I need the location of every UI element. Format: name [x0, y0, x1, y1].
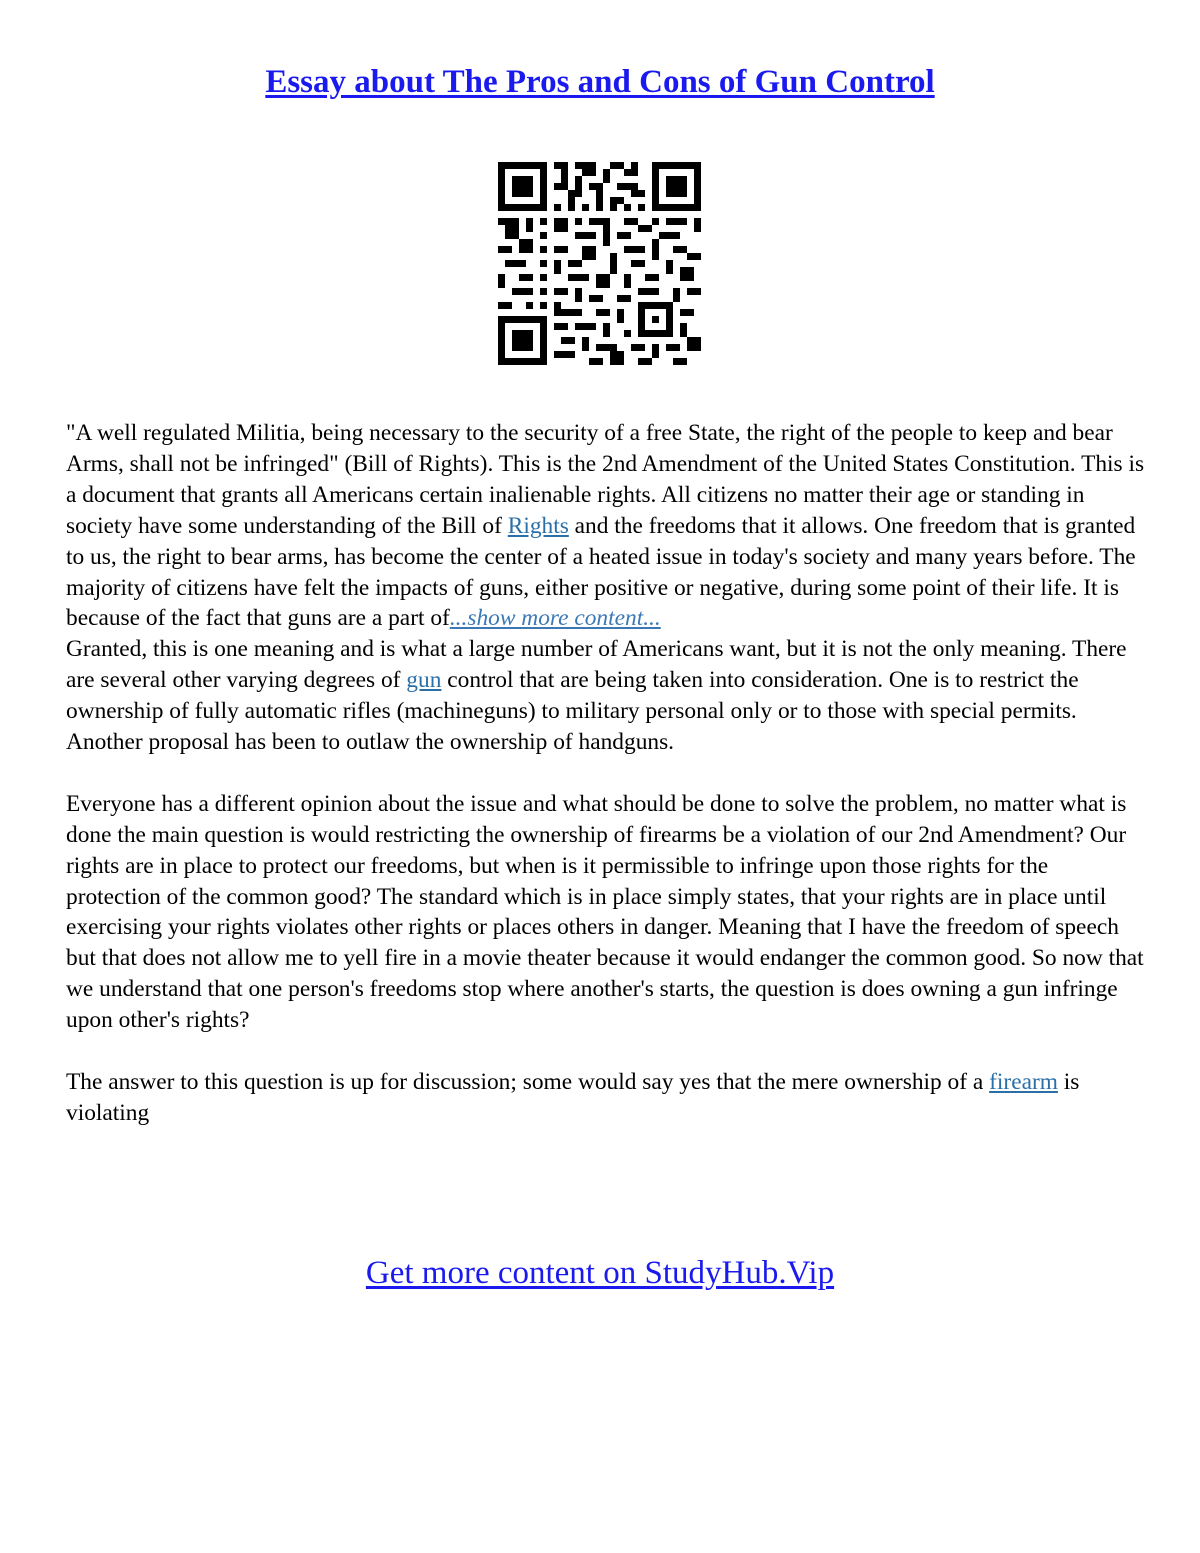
gun-link[interactable]: gun [406, 667, 442, 694]
paragraph-spacer [66, 1036, 1146, 1067]
essay-title-link[interactable]: Essay about The Pros and Cons of Gun Control [265, 64, 935, 100]
qr-code-icon [498, 162, 701, 365]
footer-container [0, 1255, 1200, 1292]
paragraph-2-text-b: control that are being taken into consideration. One is to restrict the ownership of fully automatic rifles (machineguns) to military personal only or to those with special permits. Another proposal has been to outlaw the ownership of handguns. [66, 667, 1079, 756]
firearm-link[interactable]: firearm [989, 1069, 1058, 1095]
essay-body [66, 418, 1146, 1129]
paragraph-3: Everyone has a different opinion about the issue and what should be done to solve the problem, no matter what is done the main question is would restricting the ownership of firearms be a violation of our 2nd Amendment? Our rights are in place to protect our freedoms, but when is it permissible to infringe upon those rights for the protection of the common good? The standard which is in place simply states, that your rights are in place until exercising your rights violates other rights or places others in danger. Meaning that I have the freedom of speech but that does not allow me to yell fire in a movie theater because it would endanger the common good. So now that we understand that one person's freedoms stop where another's starts, the question is does owning a gun infringe upon other's rights? [66, 790, 1144, 1034]
paragraph-1-text-a: "A well regulated Militia, being necessary to the security of a free State, the right of the people to keep and bear Arms, shall not be infringed" (Bill of Rights). This is the 2nd Amendment of the United States Constitution. This is a document that grants all Americans certain inalienable rights. All citizens no matter their age or standing in society have some understanding of the Bill of [66, 420, 1145, 539]
studyhub-link[interactable]: Get more content on StudyHub.Vip [365, 1255, 835, 1291]
paragraph-1 [66, 418, 1146, 634]
paragraph-2-text-a: Granted, this is one meaning and is what a large number of Americans want, but it is not the only meaning. There are several other varying degrees of [66, 636, 1127, 694]
paragraph-2 [66, 634, 1146, 758]
rights-link[interactable]: Rights [507, 512, 569, 539]
paragraph-4 [66, 1067, 1146, 1129]
paragraph-spacer [66, 758, 1146, 789]
title-container [0, 64, 1200, 101]
paragraph-4-text-a: The answer to this question is up for discussion; some would say yes that the mere ownership of a [66, 1069, 990, 1095]
paragraph-1-text-b: and the freedoms that it allows. One freedom that is granted to us, the right to bear arms, has become the center of a heated issue in today's society and many years before. The majority of citizens have felt the impacts of guns, either positive or negative, during some point of their life. It is because of the fact that guns are a part of [66, 512, 1136, 632]
show-more-content-link[interactable]: ...show more content... [449, 605, 661, 632]
paragraph-4-text-b: is violating [66, 1069, 1080, 1126]
